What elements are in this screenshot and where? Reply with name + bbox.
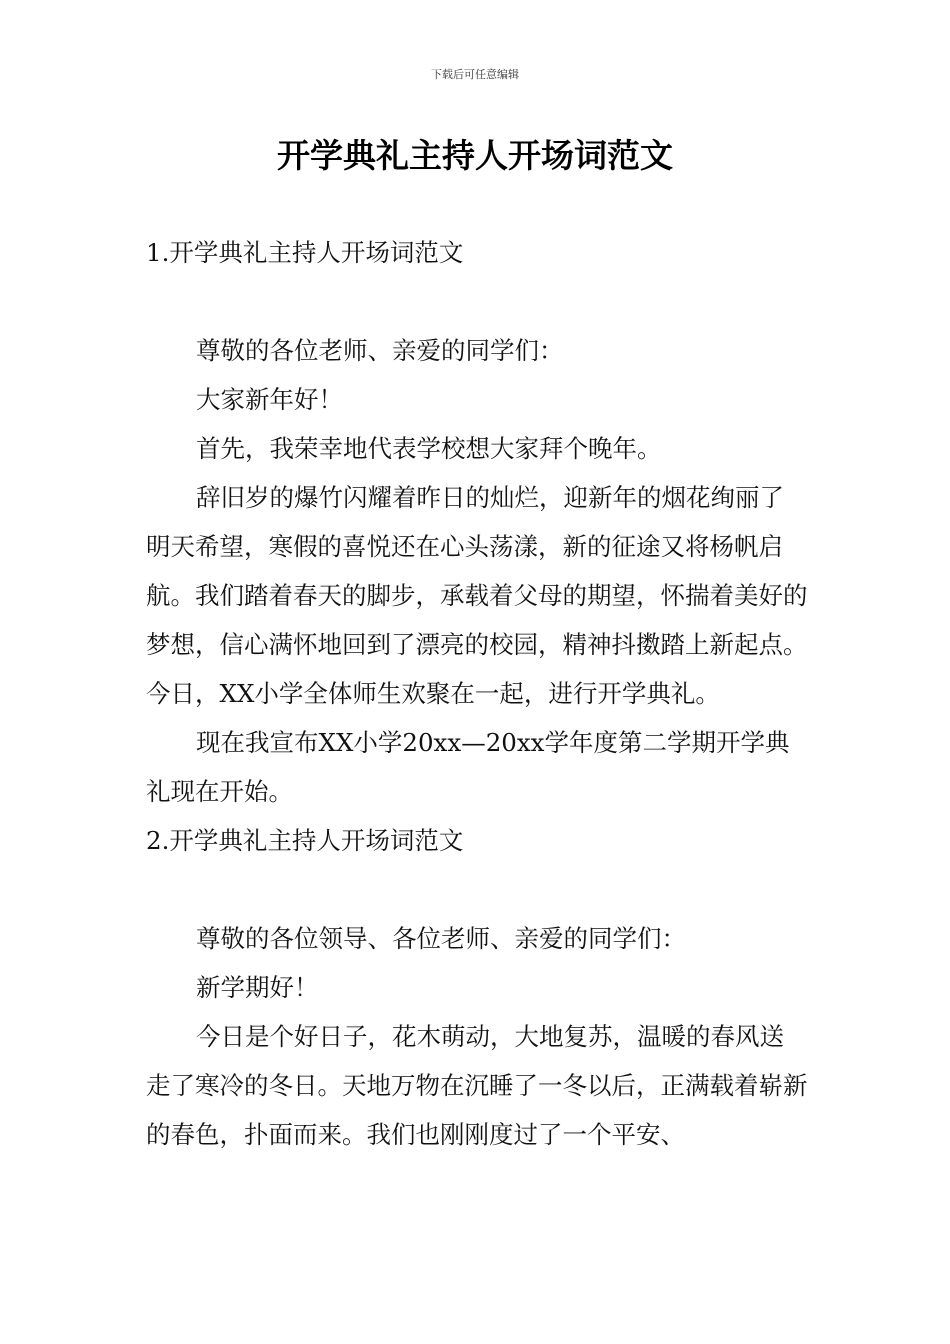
paragraph: 今日是个好日子，花木萌动，大地复苏，温暖的春风送走了寒冷的冬日。天地万物在沉睡了一冬以后，正满载着崭新的春色，扑面而来。我们也刚刚度过了一个平安、 xyxy=(146,1022,808,1149)
greeting: 新学期好！ xyxy=(196,973,319,1002)
document-title: 开学典礼主持人开场词范文 xyxy=(277,136,673,175)
section-heading-1: 1.开学典礼主持人开场词范文 xyxy=(146,238,464,267)
greeting: 大家新年好！ xyxy=(196,385,343,414)
paragraph: 现在我宣布XX小学20xx—20xx学年度第二学期开学典礼现在开始。 xyxy=(146,728,790,806)
header-note: 下载后可任意编辑 xyxy=(431,68,519,81)
section-heading-2: 2.开学典礼主持人开场词范文 xyxy=(146,826,464,855)
paragraph: 辞旧岁的爆竹闪耀着昨日的灿烂，迎新年的烟花绚丽了明天希望，寒假的喜悦还在心头荡漾，新的征途又将杨帆启航。我们踏着春天的脚步，承载着父母的期望，怀揣着美好的梦想，信心满怀地回到了漂亮的校园，精神抖擞踏上新起点。今日，XX小学全体师生欢聚在一起，进行开学典礼。 xyxy=(146,483,808,708)
salutation: 尊敬的各位老师、亲爱的同学们： xyxy=(196,336,564,365)
paragraph: 首先，我荣幸地代表学校想大家拜个晚年。 xyxy=(196,434,662,463)
spacer xyxy=(146,277,808,326)
document-body xyxy=(146,228,808,1159)
salutation: 尊敬的各位领导、各位老师、亲爱的同学们： xyxy=(196,924,686,953)
spacer xyxy=(146,865,808,914)
